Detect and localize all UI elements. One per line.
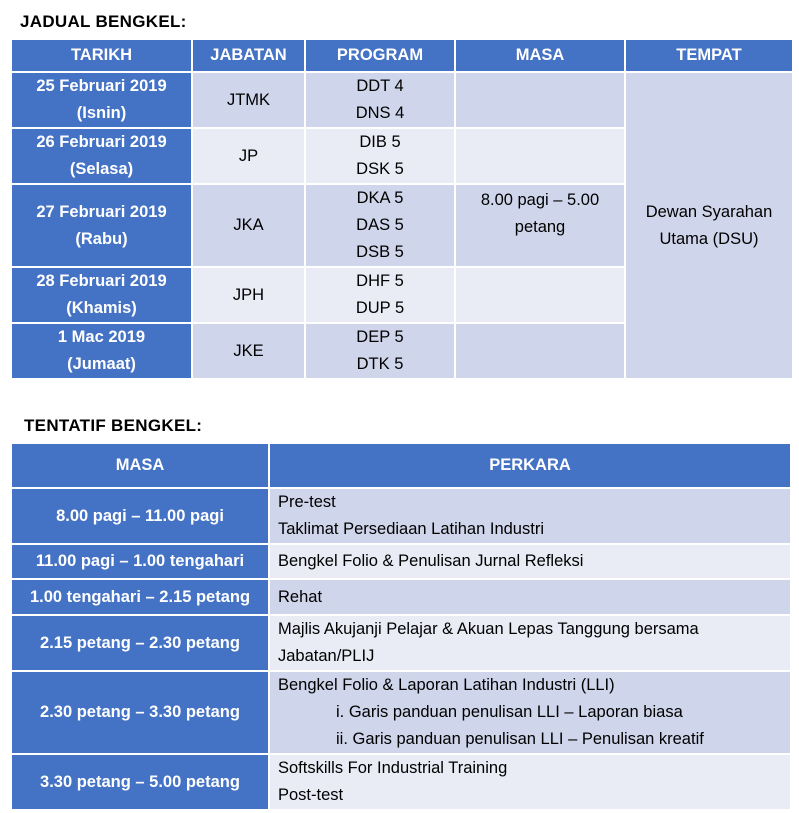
jadual-header-row: [12, 40, 792, 71]
perkara-cell: [270, 755, 790, 809]
day-text: (Rabu): [75, 229, 128, 248]
program-text: DEP 5: [356, 328, 404, 346]
program-cell: [306, 129, 454, 183]
perkara-text: Post-test: [278, 786, 344, 804]
jabatan-cell: JKA: [193, 185, 304, 266]
day-text: (Khamis): [66, 299, 137, 317]
perkara-text: Jabatan/PLIJ: [278, 647, 375, 665]
program-cell: [306, 324, 454, 378]
tentatif-row: [12, 489, 790, 543]
perkara-subitem: i. Garis panduan penulisan LLI – Laporan biasa: [336, 703, 683, 721]
jabatan-cell: JP: [193, 129, 304, 183]
tentatif-row: [12, 580, 790, 614]
header-masa: MASA: [456, 40, 624, 71]
program-text: DAS 5: [356, 216, 404, 234]
masa-cell: 8.00 pagi – 11.00 pagi: [12, 489, 268, 543]
perkara-text: Softskills For Industrial Training: [278, 759, 508, 777]
day-text: (Selasa): [69, 160, 134, 178]
perkara-cell: [270, 489, 790, 543]
date-text: 26 Februari 2019: [36, 133, 167, 151]
date-cell: [12, 324, 191, 378]
day-text: (Isnin): [76, 104, 127, 122]
masa-text: 8.00 pagi – 5.00: [480, 191, 600, 209]
tentatif-header-row: [12, 444, 790, 487]
perkara-cell: [270, 672, 790, 753]
masa-cell: 11.00 pagi – 1.00 tengahari: [12, 545, 268, 578]
tempat-cell: [626, 73, 792, 378]
perkara-text: Majlis Akujanji Pelajar & Akuan Lepas Tanggung bersama: [278, 620, 699, 638]
masa-text: petang: [514, 218, 566, 236]
program-text: DUP 5: [355, 299, 405, 317]
program-text: DHF 5: [356, 272, 404, 290]
date-text: 28 Februari 2019: [36, 272, 167, 290]
tentatif-row: [12, 616, 790, 670]
header-masa: MASA: [12, 444, 268, 487]
jadual-title: JADUAL BENGKEL:: [20, 12, 187, 31]
masa-cell: 1.00 tengahari – 2.15 petang: [12, 580, 268, 614]
date-cell: [12, 268, 191, 322]
program-text: DIB 5: [359, 133, 401, 151]
day-text: (Jumaat): [67, 355, 136, 373]
masa-cell: 2.30 petang – 3.30 petang: [12, 672, 268, 753]
jabatan-cell: JTMK: [193, 73, 304, 127]
perkara-text: Pre-test: [278, 493, 336, 511]
tentatif-table: [10, 442, 792, 811]
perkara-subitem: ii. Garis panduan penulisan LLI – Penulisan kreatif: [336, 730, 704, 748]
date-text: 25 Februari 2019: [36, 77, 167, 95]
program-text: DDT 4: [356, 77, 404, 95]
masa-cell-empty: [456, 73, 624, 127]
tempat-text: Utama (DSU): [659, 229, 759, 248]
perkara-cell: [270, 616, 790, 670]
jabatan-cell: JPH: [193, 268, 304, 322]
program-cell: [306, 73, 454, 127]
header-perkara: PERKARA: [270, 444, 790, 487]
header-program: PROGRAM: [306, 40, 454, 71]
perkara-cell: [270, 580, 790, 614]
program-cell: [306, 268, 454, 322]
header-tarikh: TARIKH: [12, 40, 191, 71]
perkara-text: Rehat: [278, 587, 323, 606]
date-text: 1 Mac 2019: [57, 328, 146, 346]
header-tempat: TEMPAT: [626, 40, 792, 71]
date-cell: [12, 185, 191, 266]
program-text: DTK 5: [356, 355, 404, 373]
program-text: DNS 4: [355, 104, 405, 122]
tentatif-title: TENTATIF BENGKEL:: [24, 416, 203, 435]
program-text: DSK 5: [356, 160, 404, 178]
jadual-table: [10, 38, 794, 380]
jadual-row: [12, 73, 792, 127]
masa-cell: [456, 185, 624, 266]
perkara-text: Bengkel Folio & Penulisan Jurnal Refleksi: [278, 552, 584, 570]
perkara-cell: [270, 545, 790, 578]
program-text: DKA 5: [356, 189, 404, 207]
perkara-text: Bengkel Folio & Laporan Latihan Industri (LLI): [278, 676, 615, 694]
date-cell: [12, 73, 191, 127]
masa-cell-empty: [456, 129, 624, 183]
tentatif-row: [12, 755, 790, 809]
perkara-text: Taklimat Persediaan Latihan Industri: [278, 520, 544, 538]
program-text: DSB 5: [356, 243, 404, 261]
program-cell: [306, 185, 454, 266]
masa-cell: 2.15 petang – 2.30 petang: [12, 616, 268, 670]
masa-cell: 3.30 petang – 5.00 petang: [12, 755, 268, 809]
header-jabatan: JABATAN: [193, 40, 304, 71]
masa-cell-empty: [456, 268, 624, 322]
tempat-text: Dewan Syarahan: [645, 202, 773, 221]
jabatan-cell: JKE: [193, 324, 304, 378]
date-text: 27 Februari 2019: [36, 202, 167, 221]
tentatif-row: [12, 545, 790, 578]
masa-cell-empty: [456, 324, 624, 378]
tentatif-row: [12, 672, 790, 753]
date-cell: [12, 129, 191, 183]
